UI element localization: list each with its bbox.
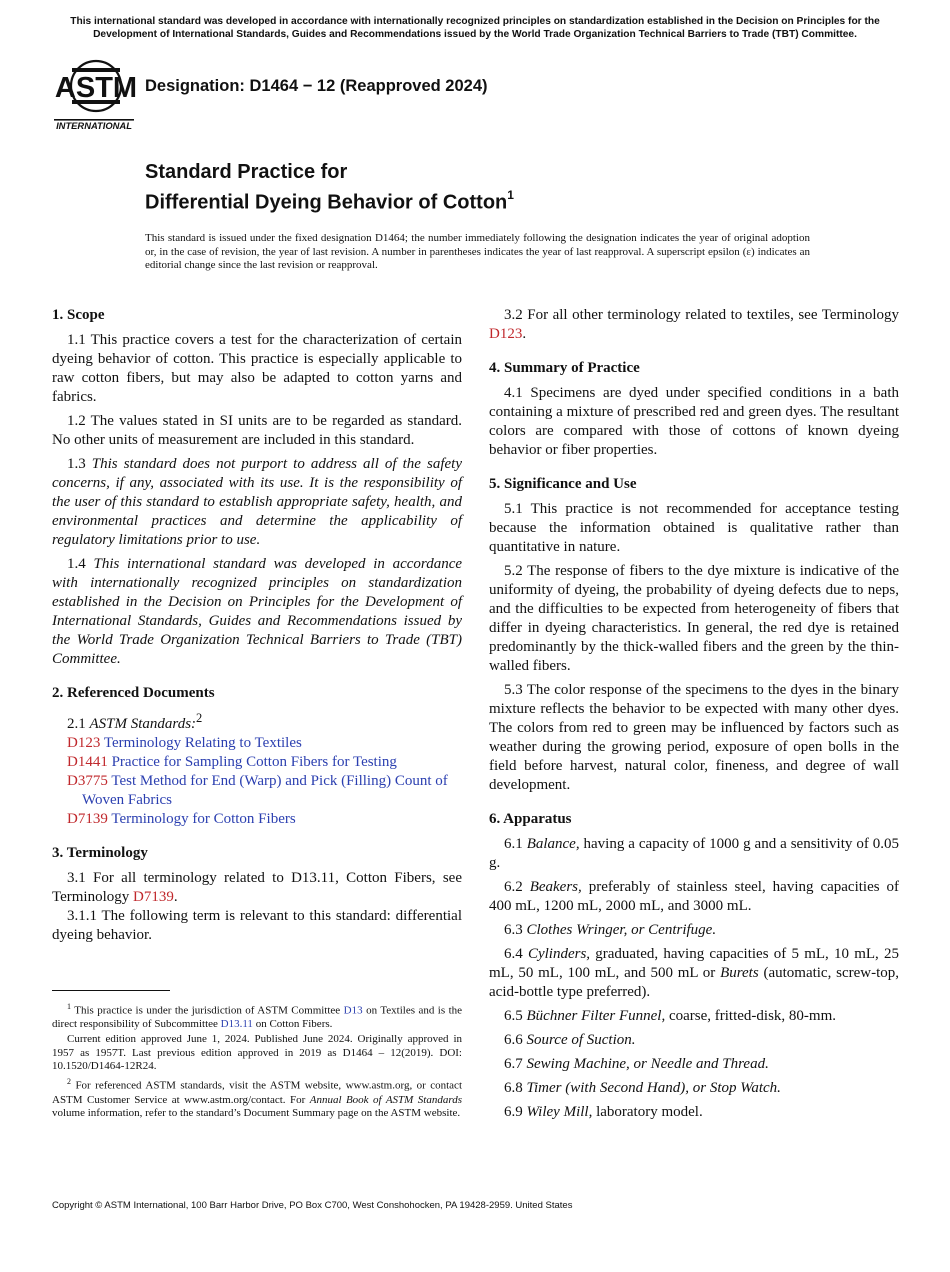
apparatus-desc-2: (automatic, screw-top, acid-bottle type preferred).: [489, 965, 900, 1000]
footnote-1-mark: 1: [67, 1002, 71, 1011]
footnote-link-d13-11[interactable]: D13.11: [220, 1018, 253, 1031]
scope-1-4-num: 1.4: [67, 556, 86, 572]
apparatus-num: 6.6: [504, 1032, 523, 1048]
apparatus-6-6: [489, 1031, 899, 1050]
title-footnote-mark: 1: [507, 188, 514, 202]
apparatus-num: 6.1: [504, 836, 523, 852]
apparatus-num: 6.4: [504, 946, 523, 962]
footnote-1: [52, 1000, 462, 1032]
apparatus-6-4: [489, 945, 899, 1002]
ref-item-d1441[interactable]: [52, 753, 462, 772]
summary-4-1: 4.1 Specimens are dyed under specified conditions in a bath containing a mixture of prescribed red and green dyes. The resultant colors are compared with those of cottons of known dyeing behavior or fiber properties.: [489, 385, 899, 458]
significance-heading: 5. Significance and Use: [489, 476, 637, 492]
ref-item-d123[interactable]: [52, 734, 462, 753]
apparatus-term: Wiley Mill,: [526, 1104, 593, 1120]
footnote-1-text-b: on Textiles and is the direct responsibility of Subcommittee: [52, 1004, 463, 1031]
terminology-3-1-1: 3.1.1 The following term is relevant to this standard: differential dyeing behavior.: [52, 908, 462, 943]
ref-code[interactable]: D123: [67, 735, 101, 751]
referenced-2-1: [52, 709, 462, 734]
scope-1-3-text: This standard does not purport to address all of the safety concerns, if any, associated with its use. It is the responsibility of the user of this standard to establish appropriate safety, health, and environmental practices and determine the applicability of regulatory limitations prior to use.: [52, 456, 462, 548]
ref-title[interactable]: Test Method for End (Warp) and Pick (Filling) Count of Woven Fabrics: [82, 773, 448, 808]
apparatus-num: 6.7: [504, 1056, 523, 1072]
document-title: [145, 160, 514, 216]
apparatus-num: 6.8: [504, 1080, 523, 1096]
scope-1-2: 1.2 The values stated in SI units are to be regarded as standard. No other units of measurement are included in this standard.: [52, 413, 462, 448]
ref-code[interactable]: D7139: [67, 811, 108, 827]
footnote-2: [52, 1075, 462, 1121]
apparatus-6-7: [489, 1055, 899, 1074]
referenced-heading: 2. Referenced Documents: [52, 685, 215, 701]
logo-caption: INTERNATIONAL: [56, 120, 132, 131]
footnote-1-edition: Current edition approved June 1, 2024. Published June 2024. Originally approved in 1957 as 1957T. Last previous edition approved in 2019 as D1464 – 12(2019). DOI: 10.1520/D1464-12R24.: [52, 1033, 462, 1073]
apparatus-6-9: [489, 1103, 899, 1122]
apparatus-desc: having a capacity of 1000 g and a sensitivity of 0.05 g.: [489, 836, 899, 871]
copyright-line: Copyright © ASTM International, 100 Barr Harbor Drive, PO Box C700, West Conshohocken, PA 19428-2959. United States: [52, 1200, 573, 1211]
apparatus-heading: 6. Apparatus: [489, 811, 572, 827]
footnotes: [52, 990, 462, 1122]
logo-letters: ASTM: [54, 72, 136, 104]
apparatus-term: Büchner Filter Funnel,: [526, 1008, 666, 1024]
section-terminology: [52, 844, 462, 945]
issuance-note: This standard is issued under the fixed designation D1464; the number immediately following the designation indicates the year of original adoption or, in the case of revision, the year of last revision. A number in parentheses indicates the year of last reapproval. A superscript epsilon (ε) indicates an editorial change since the last revision or reapproval.: [145, 232, 810, 272]
footnote-2-text-b: volume information, refer to the standard’s Document Summary page on the ASTM website.: [52, 1107, 461, 1120]
apparatus-6-8: [489, 1079, 899, 1098]
scope-1-4: [52, 555, 462, 669]
footnote-link-d13[interactable]: D13: [343, 1004, 363, 1017]
astm-logo-icon: [52, 56, 136, 132]
apparatus-6-1: [489, 835, 899, 873]
ref-item-d3775[interactable]: [52, 772, 462, 810]
summary-heading: 4. Summary of Practice: [489, 360, 640, 376]
apparatus-num: 6.2: [504, 879, 523, 895]
footnote-2-text-a: For referenced ASTM standards, visit the ASTM website, www.astm.org, or contact ASTM Customer Service at www.astm.org/contact. For: [52, 1079, 462, 1106]
footnote-2-mark: 2: [67, 1077, 71, 1087]
terminology-ref-d7139[interactable]: D7139: [133, 889, 174, 905]
terminology-3-2: 3.2 For all other terminology related to textiles, see Terminology D123.: [489, 307, 899, 342]
apparatus-term: Sewing Machine, or Needle and Thread.: [526, 1056, 769, 1072]
section-referenced-documents: [52, 684, 462, 829]
apparatus-6-3: [489, 921, 899, 940]
referenced-footnote-mark: 2: [196, 711, 203, 725]
scope-1-1: 1.1 This practice covers a test for the characterization of certain dyeing behavior of cotton. This practice is especially applicable to raw cotton fibers, but may also be adapted to cotton yarns and fabrics.: [52, 332, 462, 405]
apparatus-term: Clothes Wringer, or Centrifuge.: [526, 922, 717, 938]
apparatus-num: 6.9: [504, 1104, 523, 1120]
title-line-1: Standard Practice for: [145, 161, 348, 183]
designation: Designation: D1464 − 12 (Reapproved 2024): [145, 77, 488, 95]
apparatus-term: Beakers,: [529, 879, 582, 895]
apparatus-term: Cylinders,: [527, 946, 591, 962]
scope-1-3-num: 1.3: [67, 456, 86, 472]
apparatus-term: Timer (with Second Hand), or Stop Watch.: [526, 1080, 781, 1096]
right-column: [489, 306, 899, 1137]
scope-1-4-text: This international standard was developed in accordance with internationally recognized principles on standardization established in the Decision on Principles for the Development of International Standards, Guides and Recommendations issued by the World Trade Organization Technical Barriers to Trade (TBT) Committee.: [52, 556, 463, 667]
significance-5-2: 5.2 The response of fibers to the dye mixture is indicative of the uniformity of dyeing, the probability of dyeing defects due to neps, and the difficulties to be expected from heterogeneity of fibers that differ in dyeing characteristics. In general, the red dye is retained predominantly by the thick-walled fibers and the green by the thin-walled fibers.: [489, 563, 899, 674]
terminology-3-1: 3.1 For all terminology related to D13.11, Cotton Fibers, see Terminology D7139.: [52, 870, 462, 905]
left-column: [52, 306, 462, 960]
title-line-2: [145, 185, 514, 216]
apparatus-desc: laboratory model.: [592, 1104, 703, 1120]
terminology-3-1-text: 3.1 For all terminology related to D13.11, Cotton Fibers, see Terminology: [52, 870, 462, 905]
apparatus-term: Balance,: [526, 836, 580, 852]
ref-code[interactable]: D3775: [67, 773, 108, 789]
ref-title[interactable]: Practice for Sampling Cotton Fibers for Testing: [111, 754, 397, 770]
apparatus-desc: coarse, fritted-disk, 80-mm.: [665, 1008, 837, 1024]
scope-1-3: [52, 455, 462, 550]
referenced-2-1-num: 2.1: [67, 716, 86, 732]
ref-title[interactable]: Terminology Relating to Textiles: [103, 735, 302, 751]
title-line-2-text: Differential Dyeing Behavior of Cotton: [145, 191, 508, 214]
apparatus-num: 6.5: [504, 1008, 523, 1024]
apparatus-num: 6.3: [504, 922, 523, 938]
apparatus-desc: graduated, having capacities of 5 mL, 10 mL, 25 mL, 50 mL, 100 mL, and 500 mL or: [489, 946, 899, 981]
trade-banner: This international standard was developed in accordance with internationally recognized principles on standardization established in the Decision on Principles for the Development of International Standards, Guides and Recommendations issued by the World Trade Organization Technical Barriers to Trade (TBT) Committee.: [70, 16, 880, 40]
section-scope: [52, 306, 462, 669]
apparatus-6-2: [489, 878, 899, 916]
section-apparatus: [489, 810, 899, 1122]
footnote-divider: [52, 990, 170, 991]
astm-logo: [52, 56, 136, 132]
referenced-2-1-text: ASTM Standards:: [89, 716, 197, 732]
footnote-1-text-c: on Cotton Fibers.: [252, 1018, 333, 1031]
ref-title[interactable]: Terminology for Cotton Fibers: [111, 811, 296, 827]
ref-item-d7139[interactable]: [52, 810, 462, 829]
apparatus-desc: preferably of stainless steel, having capacities of 400 mL, 1200 mL, 2000 mL, and 3000 mL.: [489, 879, 900, 914]
apparatus-term: Source of Suction.: [526, 1032, 636, 1048]
apparatus-term-2: Burets: [720, 965, 759, 981]
terminology-heading: 3. Terminology: [52, 845, 148, 861]
ref-code[interactable]: D1441: [67, 754, 108, 770]
significance-5-3: 5.3 The color response of the specimens to the dyes in the binary mixture reflects the behavior to be expected with many other dyes. The colors from red to green may be influenced by factors such as weather during the growing period, exposure of open bolls in the field before harvest, natural color, fineness, and degree of wall development.: [489, 682, 899, 793]
terminology-3-2-text: 3.2 For all other terminology related to textiles, see Terminology: [504, 307, 899, 323]
apparatus-6-5: [489, 1007, 899, 1026]
section-terminology-cont: [489, 306, 899, 344]
footnote-1-text-a: This practice is under the jurisdiction of ASTM Committee: [71, 1004, 344, 1017]
section-significance: [489, 475, 899, 795]
scope-heading: 1. Scope: [52, 307, 105, 323]
terminology-ref-d123[interactable]: D123: [489, 326, 523, 342]
footnote-2-italic: Annual Book of ASTM Standards: [309, 1093, 462, 1106]
significance-5-1: 5.1 This practice is not recommended for acceptance testing because the information obtained is qualitative rather than quantitative in nature.: [489, 501, 899, 555]
section-summary: [489, 359, 899, 460]
